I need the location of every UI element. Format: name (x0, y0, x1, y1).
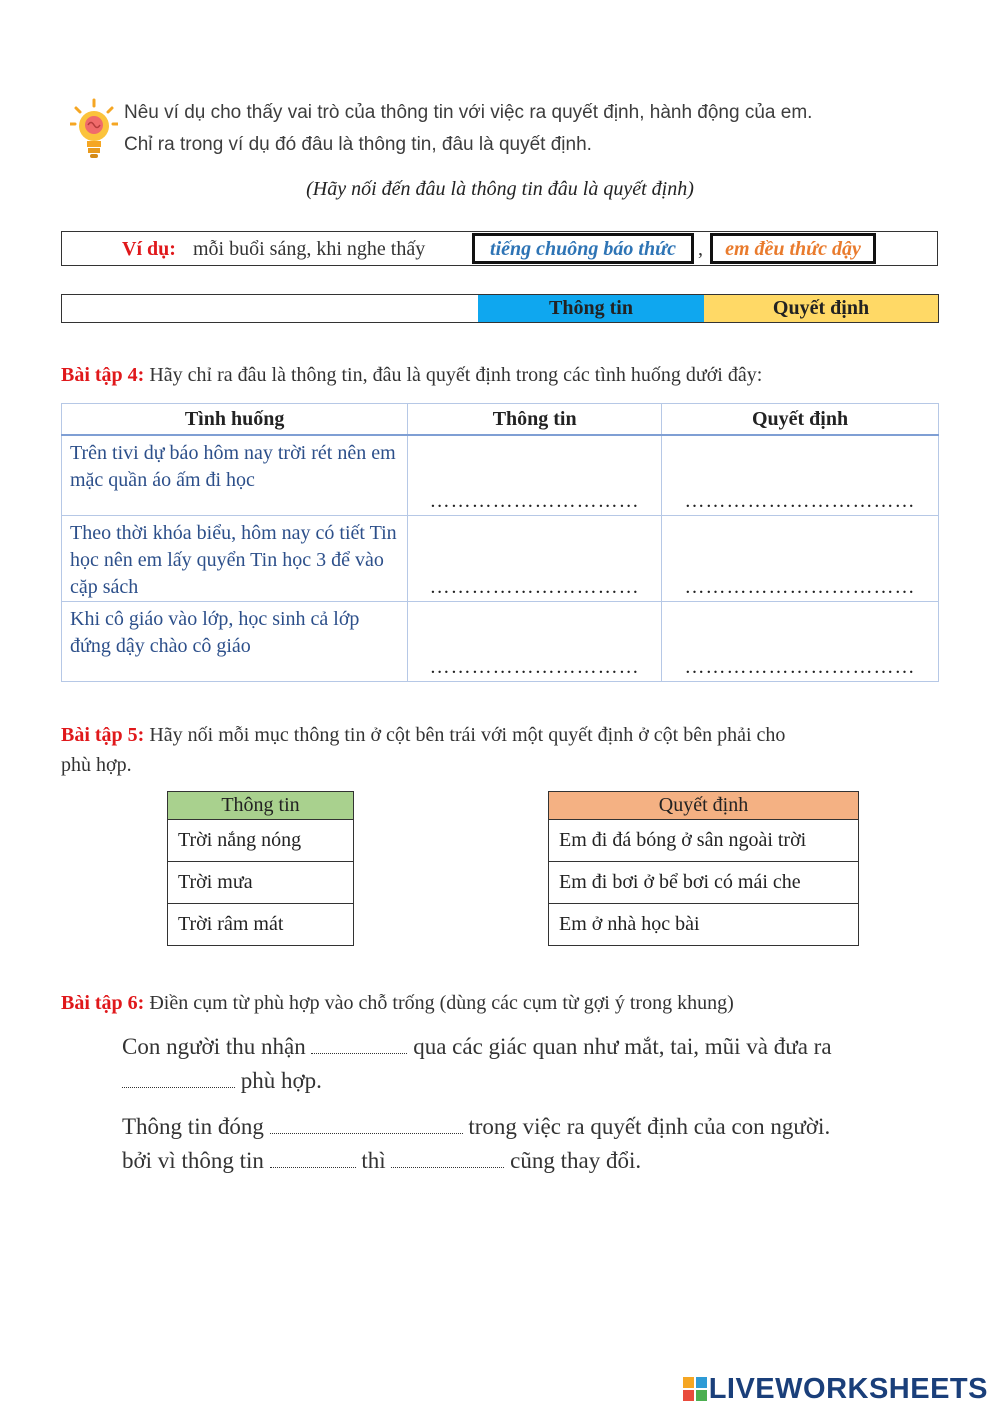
info-answer-field[interactable]: ………………………… (408, 515, 662, 601)
sentence-text: Thông tin đóng (122, 1114, 264, 1139)
info-answer-field[interactable]: ………………………… (408, 435, 662, 515)
lightbulb-brain-icon (70, 98, 118, 162)
column-header-situation: Tình huống (62, 404, 408, 436)
exercise-6-title: Bài tập 6: (61, 992, 145, 1014)
fill-sentence-2 (122, 1114, 830, 1140)
situation-cell: Khi cô giáo vào lớp, học sinh cả lớp đứng dậy chào cô giáo (62, 601, 408, 681)
liveworksheets-brand (683, 1373, 988, 1406)
sentence-text: cũng thay đổi. (510, 1148, 642, 1173)
decision-column-header: Quyết định (549, 792, 859, 820)
situation-cell: Theo thời khóa biểu, hôm nay có tiết Tin học nên em lấy quyển Tin học 3 để vào cặp sách (62, 515, 408, 601)
column-header-decision: Quyết định (662, 404, 939, 436)
decision-item[interactable]: Em đi bơi ở bể bơi có mái che (549, 862, 859, 904)
exercise-4-heading (61, 364, 762, 387)
exercise-6-prompt: Điền cụm từ phù hợp vào chỗ trống (dùng các cụm từ gợi ý trong khung) (149, 992, 734, 1014)
table-row (62, 515, 939, 601)
info-item[interactable]: Trời nắng nóng (168, 820, 354, 862)
intro-instruction (70, 96, 950, 176)
example-label: Ví dụ: (122, 238, 176, 260)
blank-input[interactable] (270, 1115, 463, 1134)
sentence-text: qua các giác quan như mắt, tai, mũi và đưa ra (413, 1034, 832, 1059)
exercise-6-heading (61, 992, 734, 1015)
sentence-text: phù hợp. (240, 1068, 322, 1093)
info-item[interactable]: Trời râm mát (168, 904, 354, 946)
blank-input[interactable] (391, 1149, 504, 1168)
info-answer-field[interactable]: ………………………… (408, 601, 662, 681)
brand-text: LIVEWORKSHEETS (708, 1373, 988, 1405)
exercise-5-prompt-line-1: Hãy nối mỗi mục thông tin ở cột bên trái với một quyết định ở cột bên phải cho (149, 724, 786, 746)
matching-empty-cell (62, 295, 478, 322)
hint-text: (Hãy nối đến đâu là thông tin đâu là quyết định) (306, 178, 694, 200)
info-phrase-box[interactable]: tiếng chuông báo thức (472, 233, 694, 264)
column-header-info: Thông tin (408, 404, 662, 436)
decision-phrase-box[interactable]: em đều thức dậy (710, 233, 876, 264)
table-row (62, 435, 939, 515)
fill-sentence-1 (122, 1034, 832, 1060)
decision-answer-field[interactable]: …………………………… (662, 435, 939, 515)
decision-drop-target[interactable]: Quyết định (704, 295, 938, 322)
sentence-text: trong việc ra quyết định của con người. (468, 1114, 831, 1139)
info-column-table (167, 791, 354, 946)
exercise-4-prompt: Hãy chỉ ra đâu là thông tin, đâu là quyết định trong các tình huống dưới đây: (149, 364, 763, 386)
sentence-text: Con người thu nhận (122, 1034, 306, 1059)
exercise-5-heading (61, 720, 941, 780)
decision-answer-field[interactable]: …………………………… (662, 601, 939, 681)
example-text: mỗi buổi sáng, khi nghe thấy (193, 238, 426, 260)
intro-line-2: Chỉ ra trong ví dụ đó đâu là thông tin, đâu là quyết định. (124, 134, 592, 155)
intro-line-1: Nêu ví dụ cho thấy vai trò của thông tin với việc ra quyết định, hành động của em. (124, 102, 813, 123)
exercise-4-title: Bài tập 4: (61, 364, 145, 386)
info-item[interactable]: Trời mưa (168, 862, 354, 904)
blank-input[interactable] (311, 1035, 407, 1054)
decision-answer-field[interactable]: …………………………… (662, 515, 939, 601)
blank-input[interactable] (122, 1069, 235, 1088)
matching-targets (61, 294, 939, 323)
sentence-text: thì (361, 1148, 386, 1173)
decision-item[interactable]: Em đi đá bóng ở sân ngoài trời (549, 820, 859, 862)
decision-item[interactable]: Em ở nhà học bài (549, 904, 859, 946)
exercise-5-title: Bài tập 5: (61, 724, 145, 746)
blank-input[interactable] (270, 1149, 356, 1168)
sentence-text: bởi vì thông tin (122, 1148, 264, 1173)
info-drop-target[interactable]: Thông tin (478, 295, 704, 322)
info-column-header: Thông tin (168, 792, 354, 820)
fill-sentence-3 (122, 1148, 641, 1174)
liveworksheets-logo-icon (683, 1377, 707, 1401)
exercise-5-prompt-line-2: phù hợp. (61, 754, 132, 776)
exercise-4-table (61, 403, 939, 682)
fill-sentence-1-cont (122, 1068, 322, 1094)
situation-cell: Trên tivi dự báo hôm nay trời rét nên em mặc quần áo ấm đi học (62, 435, 408, 515)
table-row (62, 601, 939, 681)
example-box (61, 231, 938, 266)
decision-column-table (548, 791, 859, 946)
example-comma: , (698, 238, 703, 260)
